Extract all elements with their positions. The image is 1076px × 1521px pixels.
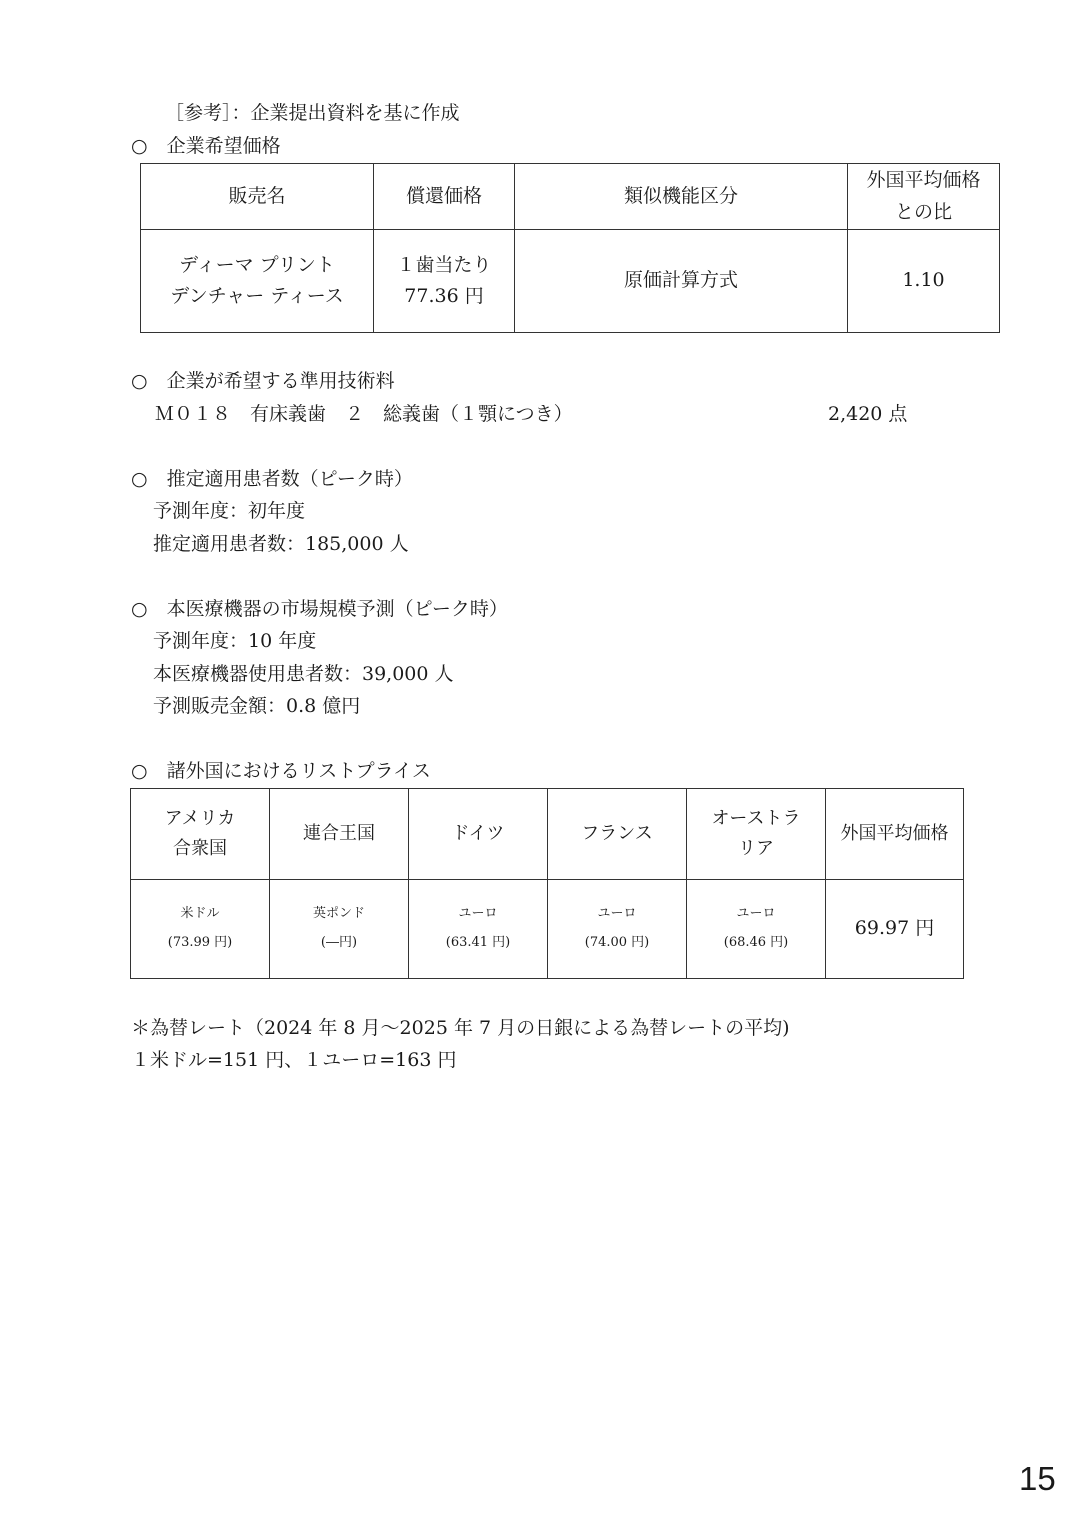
header-foreign-ratio-line1: 外国平均価格 — [866, 169, 981, 192]
cell-usa — [131, 880, 270, 979]
header-similar-category: 類似機能区分 — [515, 164, 848, 230]
cell-category: 原価計算方式 — [515, 230, 848, 333]
usa-currency: 米ドル — [180, 906, 220, 922]
page-number: 15 — [1019, 1460, 1056, 1497]
header-uk: 連合王国 — [270, 789, 409, 880]
section-heading-patients: ○ 推定適用患者数（ピーク時） — [131, 468, 413, 490]
cell-uk — [270, 880, 409, 979]
fee-points: 2,420 点 — [828, 403, 908, 425]
exchange-rate-values: １米ドル=151 円、１ユーロ=163 円 — [131, 1049, 457, 1071]
australia-currency: ユーロ — [736, 906, 776, 922]
france-currency: ユーロ — [597, 906, 637, 922]
market-forecast-year: 予測年度：10 年度 — [153, 630, 317, 652]
cell-australia — [687, 880, 826, 979]
product-name-line2: デンチャー ティース — [170, 285, 344, 307]
reference-note: ［参考］：企業提出資料を基に作成 — [165, 102, 460, 124]
patients-estimated-count: 推定適用患者数：185,000 人 — [153, 533, 409, 555]
cell-foreign-average: 69.97 円 — [826, 880, 964, 979]
market-sales-forecast: 予測販売金額：0.8 億円 — [153, 695, 361, 717]
header-product-name: 販売名 — [141, 164, 374, 230]
header-foreign-average: 外国平均価格 — [826, 789, 964, 880]
header-foreign-ratio — [848, 164, 1000, 230]
header-australia-line1: オーストラ — [711, 808, 801, 830]
patients-forecast-year: 予測年度：初年度 — [153, 500, 306, 522]
price-line1: １歯当たり — [396, 253, 492, 276]
market-patient-count: 本医療機器使用患者数：39,000 人 — [153, 663, 454, 685]
section-heading-market: ○ 本医療機器の市場規模予測（ピーク時） — [131, 598, 508, 620]
header-usa — [131, 789, 270, 880]
australia-value: (68.46 円) — [723, 935, 789, 950]
section-heading-price: ○ 企業希望価格 — [131, 135, 281, 157]
header-australia-line2: リア — [738, 838, 774, 859]
germany-value: (63.41 円) — [445, 935, 511, 950]
cell-germany — [409, 880, 548, 979]
france-value: (74.00 円) — [584, 935, 650, 950]
section-heading-foreign: ○ 諸外国におけるリストプライス — [131, 760, 431, 782]
header-foreign-ratio-line2: との比 — [894, 200, 952, 223]
header-usa-line1: アメリカ — [164, 808, 236, 830]
cell-price — [374, 230, 515, 333]
cell-france — [548, 880, 687, 979]
cell-product-name — [141, 230, 374, 333]
header-reimbursement-price: 償還価格 — [374, 164, 515, 230]
header-usa-line2: 合衆国 — [173, 838, 227, 859]
header-france: フランス — [548, 789, 687, 880]
uk-value: (―円) — [320, 935, 358, 950]
exchange-rate-note: ＊為替レート（2024 年 8 月～2025 年 7 月の日銀による為替レートの平均) — [131, 1017, 790, 1039]
cell-ratio: 1.10 — [848, 230, 1000, 333]
header-australia — [687, 789, 826, 880]
germany-currency: ユーロ — [458, 906, 498, 922]
fee-item: Ｍ０１８ 有床義歯 ２ 総義歯（１顎につき） — [155, 403, 573, 425]
foreign-price-table — [130, 788, 964, 979]
price-line2: 77.36 円 — [404, 285, 484, 307]
usa-value: (73.99 円) — [167, 935, 233, 950]
section-heading-fee: ○ 企業が希望する準用技術料 — [131, 370, 395, 392]
product-name-line1: ディーマ プリント — [179, 253, 335, 276]
price-table — [140, 163, 1000, 333]
uk-currency: 英ポンド — [312, 906, 365, 922]
header-germany: ドイツ — [409, 789, 548, 880]
